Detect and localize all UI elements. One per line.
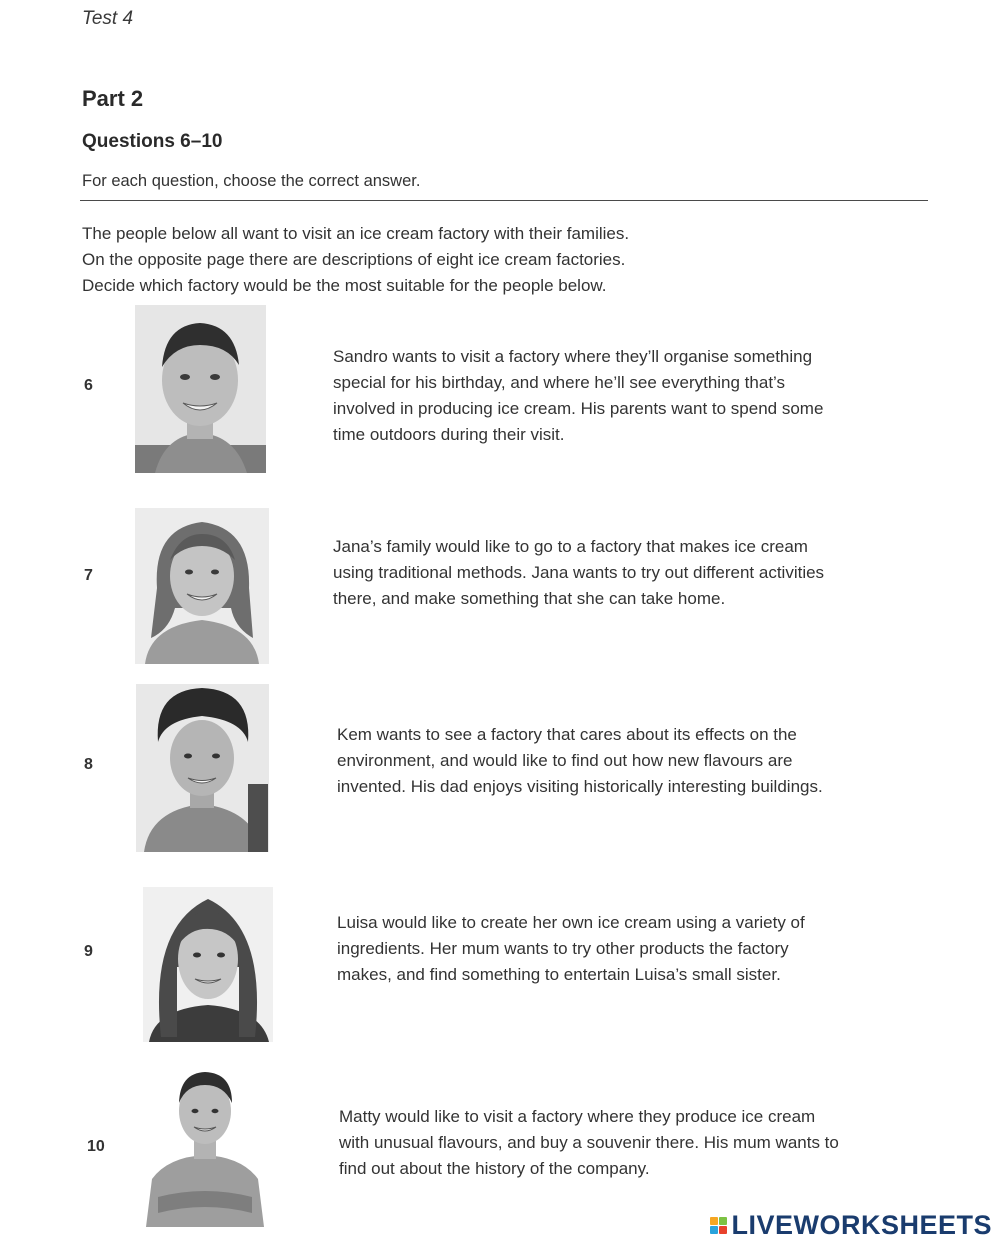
question-line: find out about the history of the company.	[339, 1159, 650, 1178]
question-text-8	[337, 722, 823, 800]
liveworksheets-brand	[710, 1210, 992, 1241]
question-line: there, and make something that she can take home.	[333, 589, 726, 608]
photo-kem	[136, 684, 269, 852]
question-line: makes, and find something to entertain Luisa’s small sister.	[337, 965, 781, 984]
question-line: Jana’s family would like to go to a factory that makes ice cream	[333, 537, 808, 556]
divider	[80, 200, 928, 201]
question-line: Luisa would like to create her own ice cream using a variety of	[337, 913, 805, 932]
question-number-6: 6	[84, 377, 93, 394]
question-line: Kem wants to see a factory that cares about its effects on the	[337, 725, 797, 744]
test-label: Test 4	[82, 8, 134, 29]
question-line: Matty would like to visit a factory where they produce ice cream	[339, 1107, 816, 1126]
photo-luisa	[143, 887, 273, 1042]
intro-line: Decide which factory would be the most suitable for the people below.	[82, 276, 607, 295]
question-line: environment, and would like to find out how new flavours are	[337, 751, 793, 770]
question-line: Sandro wants to visit a factory where they’ll organise something	[333, 347, 813, 366]
brand-name: LIVEWORKSHEETS	[731, 1210, 992, 1240]
photo-sandro	[135, 305, 266, 473]
photo-jana	[135, 508, 269, 664]
intro-line: The people below all want to visit an ice cream factory with their families.	[82, 224, 630, 243]
photo-matty	[138, 1067, 273, 1227]
intro-line: On the opposite page there are descriptions of eight ice cream factories.	[82, 250, 626, 269]
question-line: ingredients. Her mum wants to try other products the factory	[337, 939, 789, 958]
question-number-7: 7	[84, 567, 93, 584]
questions-range: Questions 6–10	[82, 131, 223, 152]
question-number-10: 10	[87, 1138, 105, 1155]
intro-paragraph	[82, 221, 842, 299]
question-text-10	[339, 1104, 839, 1182]
question-line: involved in producing ice cream. His parents want to spend some	[333, 399, 824, 418]
question-text-9	[337, 910, 805, 988]
question-text-7	[333, 534, 824, 612]
liveworksheets-logo-icon	[710, 1217, 727, 1234]
instruction: For each question, choose the correct answer.	[82, 172, 421, 190]
question-line: with unusual flavours, and buy a souvenir there. His mum wants to	[339, 1133, 839, 1152]
question-text-6	[333, 344, 823, 448]
question-line: invented. His dad enjoys visiting historically interesting buildings.	[337, 777, 823, 796]
question-line: special for his birthday, and where he’ll see everything that’s	[333, 373, 786, 392]
question-line: time outdoors during their visit.	[333, 425, 565, 444]
question-line: using traditional methods. Jana wants to try out different activities	[333, 563, 825, 582]
question-number-9: 9	[84, 943, 93, 960]
question-number-8: 8	[84, 756, 93, 773]
part-title: Part 2	[82, 86, 144, 111]
